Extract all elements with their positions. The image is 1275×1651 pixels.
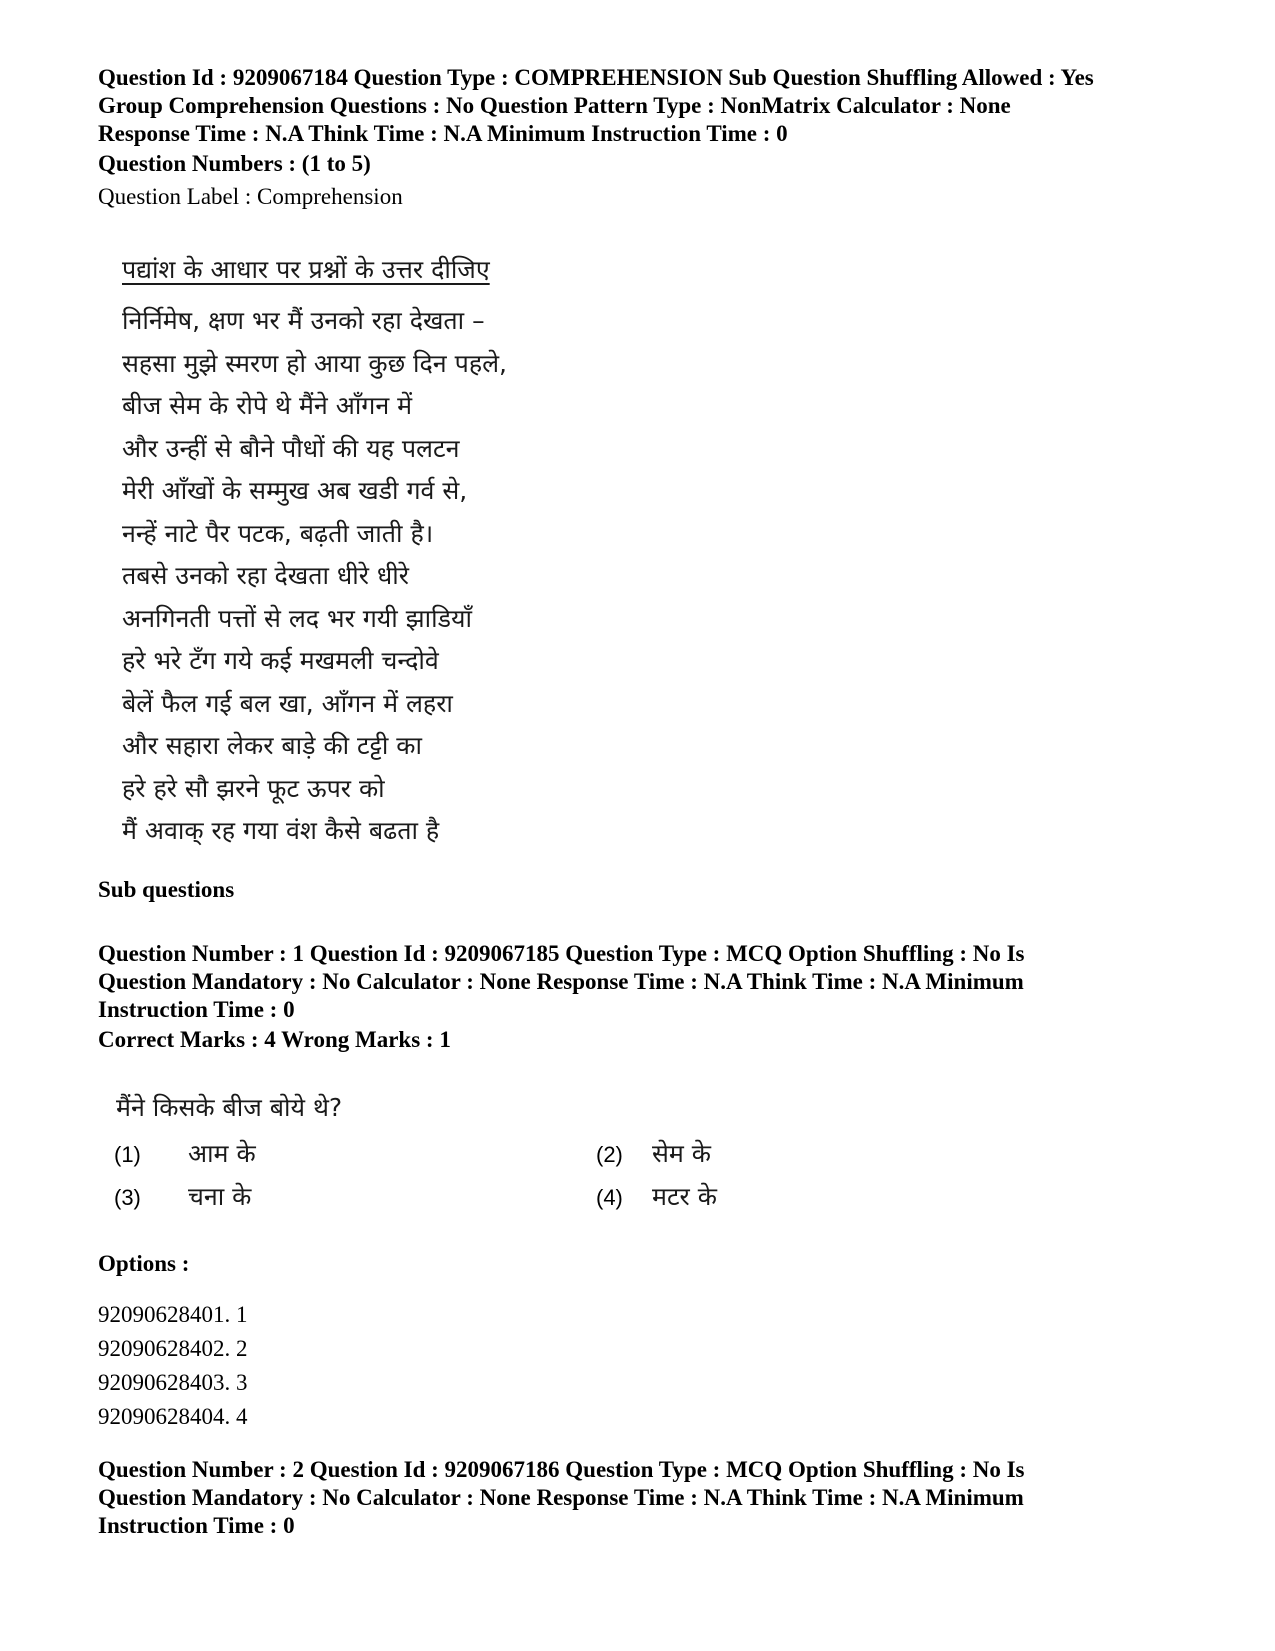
- question-header-line: Question Number : 2 Question Id : 9209067186 Question Type : MCQ Option Shuffling : No Is: [98, 1457, 1025, 1482]
- choice-number: (1): [114, 1142, 141, 1167]
- poem-line: और सहारा लेकर बाड़े की टट्टी का: [122, 731, 422, 760]
- choice-text: सेम के: [652, 1139, 711, 1168]
- question-header: [98, 64, 1218, 148]
- option-item: 92090628404. 4: [98, 1404, 248, 1429]
- sub-question-1-header: [98, 940, 1218, 1024]
- question-header-line: Instruction Time : 0: [98, 997, 295, 1022]
- question-header-line: Group Comprehension Questions : No Question Pattern Type : NonMatrix Calculator : None: [98, 93, 1011, 118]
- sub-question-2-header: [98, 1456, 1218, 1540]
- poem-line: नन्हें नाटे पैर पटक, बढ़ती जाती है।: [122, 518, 434, 548]
- marks-info: Correct Marks : 4 Wrong Marks : 1: [98, 1027, 451, 1052]
- poem-line: बेलें फैल गई बल खा, आँगन में लहरा: [122, 688, 453, 718]
- poem-line: बीज सेम के रोपे थे मैंने आँगन में: [122, 391, 413, 420]
- question-header-line: Response Time : N.A Think Time : N.A Minimum Instruction Time : 0: [98, 121, 788, 146]
- question-header-line: Instruction Time : 0: [98, 1513, 295, 1538]
- poem-line: हरे हरे सौ झरने फूट ऊपर को: [122, 773, 385, 803]
- poem-line: हरे भरे टँग गये कई मखमली चन्दोवे: [122, 646, 439, 675]
- choice-text: मटर के: [652, 1182, 717, 1211]
- poem-passage: [122, 300, 507, 853]
- question-numbers: Question Numbers : (1 to 5): [98, 151, 371, 176]
- poem-line: तबसे उनको रहा देखता धीरे धीरे: [122, 561, 409, 590]
- question-header-line: Question Number : 1 Question Id : 9209067185 Question Type : MCQ Option Shuffling : No Is: [98, 941, 1025, 966]
- question-header-line: Question Id : 9209067184 Question Type : COMPREHENSION Sub Question Shuffling Allowed : Yes: [98, 65, 1094, 90]
- question-label: Question Label : Comprehension: [98, 184, 403, 209]
- poem-line: और उन्हीं से बौने पौधों की यह पलटन: [122, 433, 460, 463]
- options-label: Options :: [98, 1251, 190, 1276]
- question-header-line: Question Mandatory : No Calculator : None Response Time : N.A Think Time : N.A Minimum: [98, 969, 1024, 994]
- option-item: 92090628403. 3: [98, 1370, 248, 1395]
- poem-line: निर्निमेष, क्षण भर मैं उनको रहा देखता –: [122, 306, 485, 335]
- sub-questions-heading: Sub questions: [98, 877, 235, 902]
- choice-text: चना के: [188, 1182, 252, 1211]
- choice-text: आम के: [188, 1139, 256, 1168]
- choice-number: (3): [114, 1185, 141, 1210]
- question-text: मैंने किसके बीज बोये थे?: [116, 1093, 343, 1122]
- poem-line: मैं अवाक् रह गया वंश कैसे बढता है: [122, 816, 440, 845]
- poem-line: सहसा मुझे स्मरण हो आया कुछ दिन पहले,: [122, 348, 508, 378]
- choice-number: (2): [596, 1142, 623, 1167]
- choice-number: (4): [596, 1185, 623, 1210]
- options-list: [98, 1298, 248, 1434]
- option-item: 92090628401. 1: [98, 1302, 248, 1327]
- poem-line: अनगिनती पत्तों से लद भर गयी झाडियाँ: [122, 603, 472, 633]
- question-header-line: Question Mandatory : No Calculator : None Response Time : N.A Think Time : N.A Minimum: [98, 1485, 1024, 1510]
- option-item: 92090628402. 2: [98, 1336, 248, 1361]
- passage-title: पद्यांश के आधार पर प्रश्नों के उत्तर दीजिए: [122, 255, 490, 284]
- poem-line: मेरी आँखों के सम्मुख अब खडी गर्व से,: [122, 476, 468, 505]
